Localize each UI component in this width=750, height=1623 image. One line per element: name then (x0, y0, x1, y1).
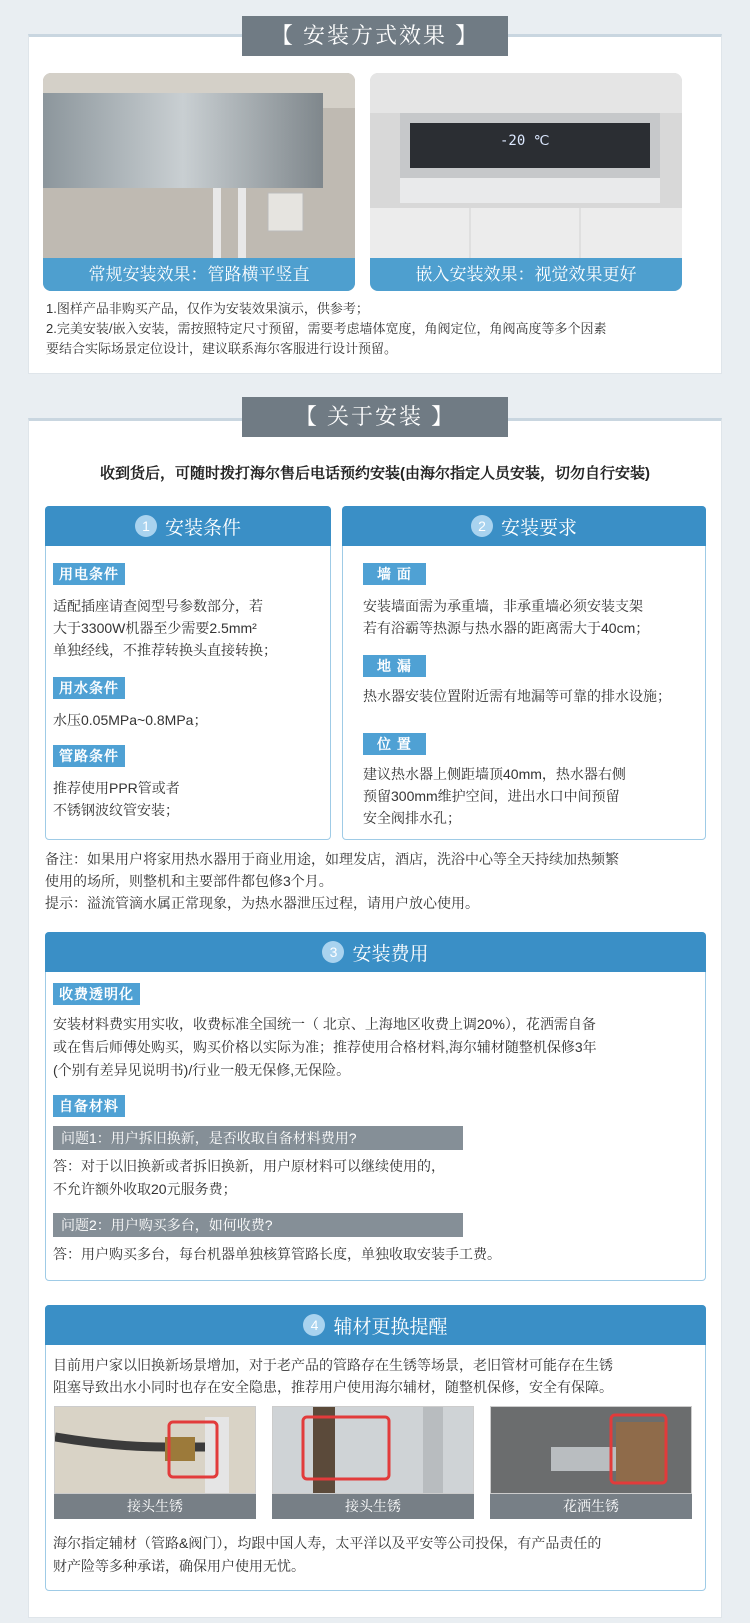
install-fees-header (45, 932, 706, 972)
install-fees-title: 安装费用 (352, 943, 429, 965)
question-1-bar: 问题1：用户拆旧换新，是否收取自备材料费用? (53, 1126, 463, 1150)
replace-para-line-1: 目前用户家以旧换新场景增加，对于老产品的管路存在生锈等场景，老旧管材可能存在生锈 (53, 1357, 613, 1373)
install-requirements-title: 安装要求 (500, 517, 577, 539)
rusty-shower-caption: 花洒生锈 (490, 1494, 692, 1519)
power-condition-line-2: 大于3300W机器至少需要2.5mm² (53, 620, 257, 636)
position-requirement-line-1: 建议热水器上侧距墙顶40mm，热水器右侧 (363, 766, 626, 782)
replace-para-line-2: 阻塞导致出水小同时也存在安全隐患，推荐用户使用海尔辅材，随整机保修，安全有保障。 (53, 1379, 613, 1395)
wall-requirement-tag: 墙 面 (363, 563, 426, 585)
own-material-tag: 自备材料 (53, 1095, 125, 1117)
step-number-icon: 2 (471, 515, 493, 537)
regular-install-photo (43, 73, 355, 291)
rusty-joint-caption-2: 接头生锈 (272, 1494, 474, 1519)
pipe-condition-tag: 管路条件 (53, 745, 125, 767)
position-requirement-tag: 位 置 (363, 733, 426, 755)
material-replace-panel (45, 1305, 706, 1591)
heater-display-readout: -20 ℃ (500, 133, 550, 149)
install-conditions-header (45, 506, 331, 546)
wall-requirement-line-1: 安装墙面需为承重墙，非承重墙必须安装支架 (363, 598, 643, 614)
rusty-shower-photo (490, 1406, 692, 1494)
step-number-icon: 3 (322, 941, 344, 963)
install-note-1: 1.图样产品非购买产品，仅作为安装效果演示，供参考； (46, 301, 369, 316)
about-install-title: 【 关于安装 】 (242, 397, 508, 437)
remark-line-1: 备注：如果用户将家用热水器用于商业用途，如理发店，酒店，洗浴中心等全天持续加热频繁 (45, 851, 619, 867)
embedded-install-caption: 嵌入安装效果：视觉效果更好 (370, 258, 682, 291)
fee-para-line-2: 或在售后师傅处购买，购买价格以实际为准；推荐使用合格材料,海尔辅材随整机保修3年 (53, 1039, 597, 1055)
install-fees-panel (45, 932, 706, 1281)
fee-para-line-1: 安装材料费实用实收，收费标准全国统一（ 北京、上海地区收费上调20%），花洒需自备 (53, 1016, 596, 1032)
wall-requirement-line-2: 若有浴霸等热源与热水器的距离需大于40cm； (363, 620, 650, 636)
answer-1-line-1: 答：对于以旧换新或者拆旧换新，用户原材料可以继续使用的， (53, 1158, 445, 1174)
install-note-2: 2.完美安装/嵌入安装，需按照特定尺寸预留，需要考虑墙体宽度，角阀定位，角阀高度等多个因素 (46, 321, 607, 336)
question-2-bar: 问题2：用户购买多台，如何收费? (53, 1213, 463, 1237)
answer-1-line-2: 不允许额外收取20元服务费； (53, 1181, 237, 1197)
power-condition-tag: 用电条件 (53, 563, 125, 585)
rusty-joint-caption-1: 接头生锈 (54, 1494, 256, 1519)
power-condition-line-1: 适配插座请查阅型号参数部分，若 (53, 598, 263, 614)
rusty-joint-photo-1 (54, 1406, 256, 1494)
install-requirements-header (342, 506, 706, 546)
install-conditions-panel (45, 506, 331, 840)
pipe-condition-line-1: 推荐使用PPR管或者 (53, 780, 180, 796)
water-condition-tag: 用水条件 (53, 677, 125, 699)
power-condition-line-3: 单独经线，不推荐转换头直接转换； (53, 642, 277, 658)
rusty-shower-image (491, 1407, 691, 1493)
material-replace-header (45, 1305, 706, 1345)
embedded-install-photo (370, 73, 682, 291)
install-effect-title: 【 安装方式效果 】 (242, 16, 508, 56)
rusty-joint-photo-2 (272, 1406, 474, 1494)
water-condition-line-1: 水压0.05MPa~0.8MPa； (53, 712, 208, 728)
install-note-3: 要结合实际场景定位设计，建议联系海尔客服进行设计预留。 (46, 341, 398, 356)
answer-2-line-1: 答：用户购买多台，每台机器单独核算管路长度，单独收取安装手工费。 (53, 1246, 501, 1262)
install-conditions-title: 安装条件 (164, 517, 241, 539)
position-requirement-line-2: 预留300mm维护空间，进出水口中间预留 (363, 788, 620, 804)
remark-line-2: 使用的场所，则整机和主要部件都包修3个月。 (45, 873, 333, 889)
material-replace-title: 辅材更换提醒 (333, 1316, 448, 1338)
drain-requirement-tag: 地 漏 (363, 655, 426, 677)
rusty-joint-image (55, 1407, 255, 1493)
install-requirements-panel (342, 506, 706, 840)
position-requirement-line-3: 安全阀排水孔； (363, 810, 461, 826)
step-number-icon: 4 (303, 1314, 325, 1336)
drain-requirement-line-1: 热水器安装位置附近需有地漏等可靠的排水设施； (363, 688, 671, 704)
pipe-condition-line-2: 不锈钢波纹管安装； (53, 802, 179, 818)
transparent-fee-tag: 收费透明化 (53, 983, 140, 1005)
regular-install-caption: 常规安装效果：管路横平竖直 (43, 258, 355, 291)
replace-footer-line-1: 海尔指定辅材（管路&阀门），均跟中国人寿，太平洋以及平安等公司投保，有产品责任的 (53, 1535, 602, 1551)
replace-footer-line-2: 财产险等多种承诺，确保用户使用无忧。 (53, 1558, 305, 1574)
rusty-joint-image (273, 1407, 473, 1493)
install-intro: 收到货后，可随时拨打海尔售后电话预约安装(由海尔指定人员安装，切勿自行安装) (100, 465, 650, 482)
tip-line: 提示：溢流管滴水属正常现象，为热水器泄压过程，请用户放心使用。 (45, 895, 479, 911)
step-number-icon: 1 (135, 515, 157, 537)
fee-para-line-3: (个别有差异见说明书)/行业一般无保修,无保险。 (53, 1062, 351, 1078)
